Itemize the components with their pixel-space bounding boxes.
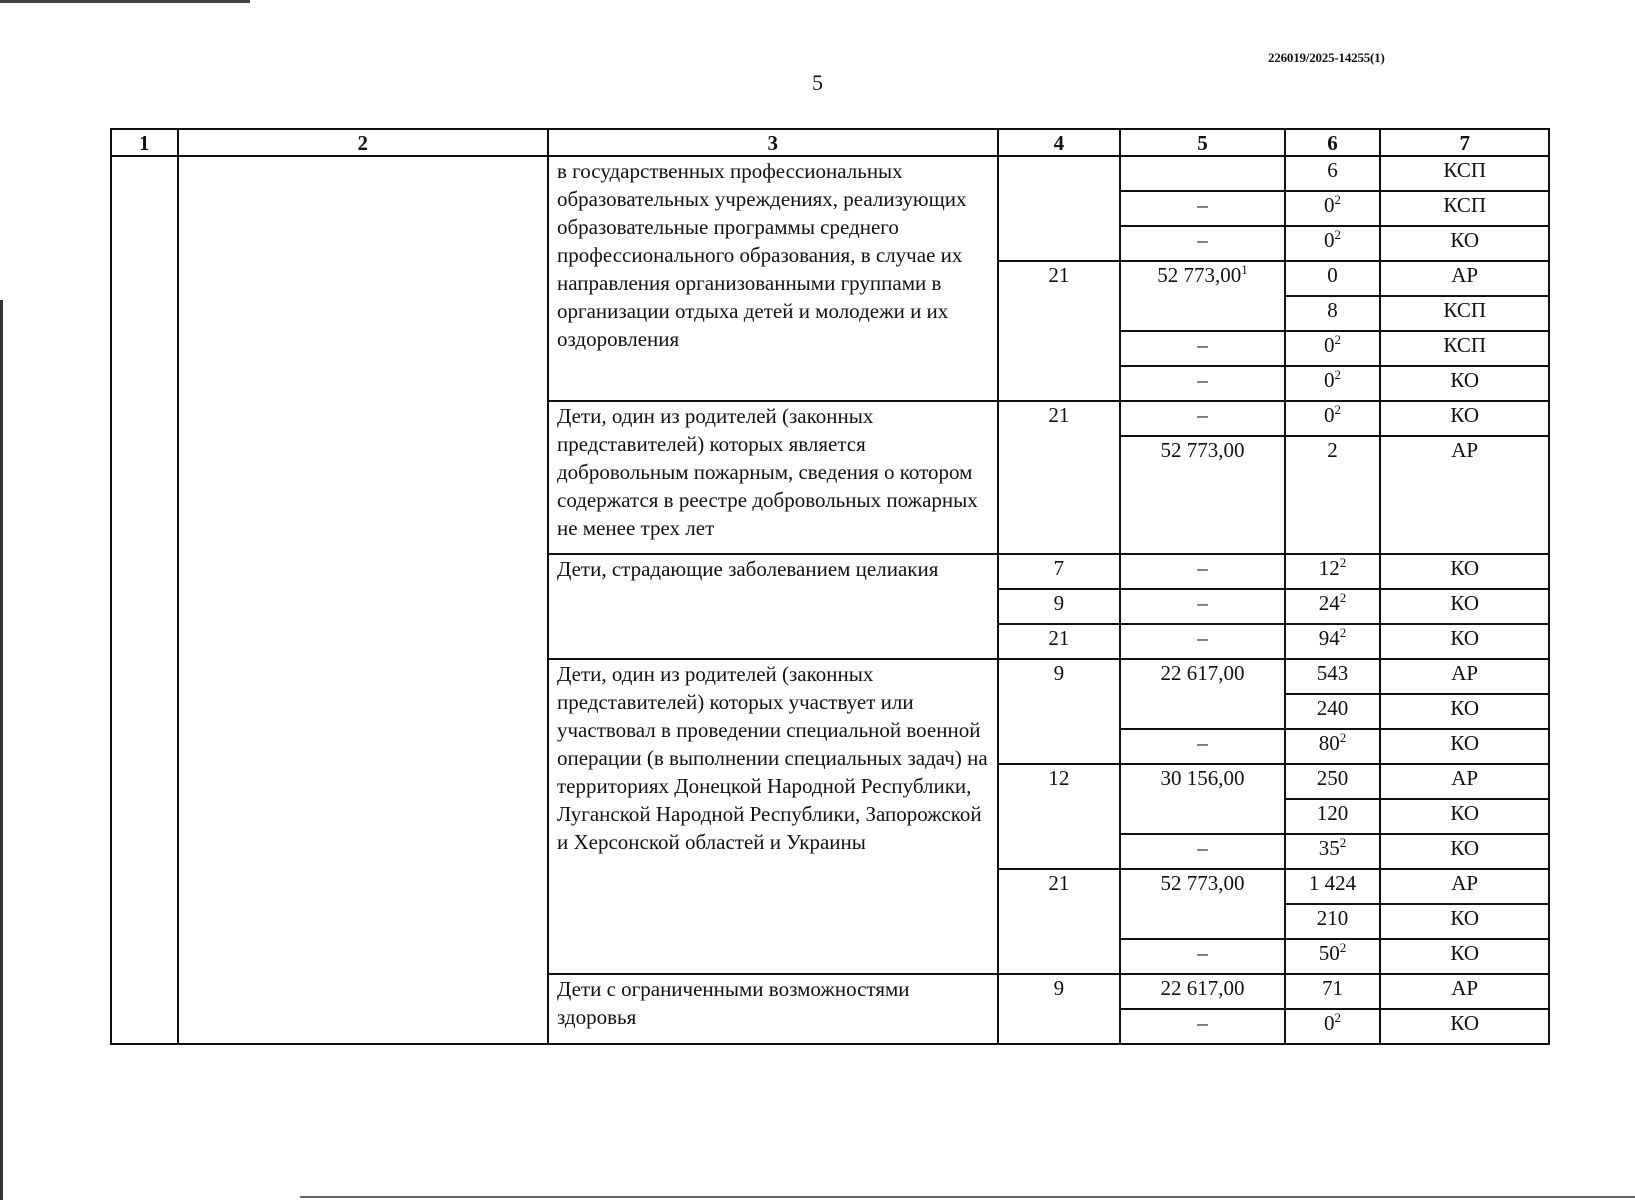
column-header-5: 5 xyxy=(1120,129,1284,156)
source-cell: КСП xyxy=(1380,331,1549,366)
category-cell: Дети, страдающие заболеванием целиакия xyxy=(548,554,998,659)
scan-artifact-left xyxy=(0,300,3,1200)
days-cell: 12 xyxy=(998,764,1121,869)
amount-cell: 52 773,00$^1$ xyxy=(1120,261,1284,331)
days-cell xyxy=(998,156,1121,261)
count-cell: 543 xyxy=(1285,659,1381,694)
count-cell: 1 424 xyxy=(1285,869,1381,904)
source-cell: КСП xyxy=(1380,191,1549,226)
count-cell: 8 xyxy=(1285,296,1381,331)
count-cell: $0^2$ xyxy=(1285,366,1381,401)
col1-cell xyxy=(111,156,178,1044)
source-cell: АР xyxy=(1380,869,1549,904)
category-cell: Дети, один из родителей (законных представителей) которых участвует или участвовал в проведении специальной военной операции (в выполнении специальных задач) на территориях Донецкой Народной Республики, Луганской Народной Республики, Запорожской и Херсонской областей и Украины xyxy=(548,659,998,974)
column-header-1: 1 xyxy=(111,129,178,156)
days-cell: 9 xyxy=(998,589,1121,624)
count-cell: 6 xyxy=(1285,156,1381,191)
amount-cell: – xyxy=(1120,834,1284,869)
amount-cell: – xyxy=(1120,554,1284,589)
source-cell: АР xyxy=(1380,764,1549,799)
count-cell: 71 xyxy=(1285,974,1381,1009)
amount-cell: – xyxy=(1120,729,1284,764)
count-cell: $0^2$ xyxy=(1285,401,1381,436)
amount-cell: 30 156,00 xyxy=(1120,764,1284,834)
amount-cell: 52 773,00 xyxy=(1120,869,1284,939)
source-cell: АР xyxy=(1380,974,1549,1009)
count-cell: 0 xyxy=(1285,261,1381,296)
days-cell: 21 xyxy=(998,869,1121,974)
count-cell: $50^2$ xyxy=(1285,939,1381,974)
scan-artifact-bottom xyxy=(300,1196,1635,1198)
days-cell: 21 xyxy=(998,261,1121,401)
column-header-3: 3 xyxy=(548,129,998,156)
count-cell: $0^2$ xyxy=(1285,1009,1381,1044)
category-cell: в государственных профессиональных образовательных учреждениях, реализующих образовательные программы среднего профессионального образования, в случае их направления организованными группами в организации отдыха детей и молодежи и их оздоровления xyxy=(548,156,998,401)
amount-cell: – xyxy=(1120,366,1284,401)
col2-cell xyxy=(178,156,548,1044)
source-cell: АР xyxy=(1380,659,1549,694)
count-cell: 240 xyxy=(1285,694,1381,729)
amount-cell: – xyxy=(1120,331,1284,366)
source-cell: КО xyxy=(1380,401,1549,436)
data-table xyxy=(110,128,1550,1045)
scan-artifact-top xyxy=(0,0,250,3)
count-cell: $0^2$ xyxy=(1285,331,1381,366)
days-cell: 9 xyxy=(998,659,1121,764)
source-cell: КСП xyxy=(1380,156,1549,191)
count-cell: $24^2$ xyxy=(1285,589,1381,624)
source-cell: АР xyxy=(1380,436,1549,554)
amount-cell: – xyxy=(1120,191,1284,226)
column-header-7: 7 xyxy=(1380,129,1549,156)
amount-cell: – xyxy=(1120,624,1284,659)
source-cell: КО xyxy=(1380,694,1549,729)
source-cell: КО xyxy=(1380,939,1549,974)
count-cell: $12^2$ xyxy=(1285,554,1381,589)
amount-cell: – xyxy=(1120,401,1284,436)
amount-cell: – xyxy=(1120,589,1284,624)
source-cell: КО xyxy=(1380,1009,1549,1044)
source-cell: АР xyxy=(1380,261,1549,296)
source-cell: КО xyxy=(1380,226,1549,261)
source-cell: КО xyxy=(1380,729,1549,764)
table-row xyxy=(111,156,1549,191)
source-cell: КО xyxy=(1380,624,1549,659)
count-cell: 250 xyxy=(1285,764,1381,799)
source-cell: КО xyxy=(1380,799,1549,834)
days-cell: 9 xyxy=(998,974,1121,1044)
column-header-4: 4 xyxy=(998,129,1121,156)
days-cell: 7 xyxy=(998,554,1121,589)
column-header-6: 6 xyxy=(1285,129,1381,156)
amount-cell: – xyxy=(1120,226,1284,261)
source-cell: КО xyxy=(1380,366,1549,401)
count-cell: 210 xyxy=(1285,904,1381,939)
count-cell: $35^2$ xyxy=(1285,834,1381,869)
source-cell: КО xyxy=(1380,589,1549,624)
count-cell: $0^2$ xyxy=(1285,191,1381,226)
count-cell: 2 xyxy=(1285,436,1381,554)
count-cell: $94^2$ xyxy=(1285,624,1381,659)
source-cell: КО xyxy=(1380,904,1549,939)
amount-cell: 22 617,00 xyxy=(1120,974,1284,1009)
days-cell: 21 xyxy=(998,401,1121,554)
table-header-row xyxy=(111,129,1549,156)
days-cell: 21 xyxy=(998,624,1121,659)
category-cell: Дети с ограниченными возможностями здоровья xyxy=(548,974,998,1044)
amount-cell: – xyxy=(1120,939,1284,974)
column-header-2: 2 xyxy=(178,129,548,156)
source-cell: КО xyxy=(1380,834,1549,869)
amount-cell: – xyxy=(1120,1009,1284,1044)
document-id: 226019/2025-14255(1) xyxy=(1268,50,1385,65)
amount-cell: 52 773,00 xyxy=(1120,436,1284,554)
amount-cell: 22 617,00 xyxy=(1120,659,1284,729)
source-cell: КО xyxy=(1380,554,1549,589)
count-cell: $80^2$ xyxy=(1285,729,1381,764)
count-cell: $0^2$ xyxy=(1285,226,1381,261)
count-cell: 120 xyxy=(1285,799,1381,834)
source-cell: КСП xyxy=(1380,296,1549,331)
amount-cell xyxy=(1120,156,1284,191)
page-number: 5 xyxy=(812,70,823,95)
category-cell: Дети, один из родителей (законных представителей) которых является добровольным пожарным, сведения о котором содержатся в реестре добровольных пожарных не менее трех лет xyxy=(548,401,998,554)
